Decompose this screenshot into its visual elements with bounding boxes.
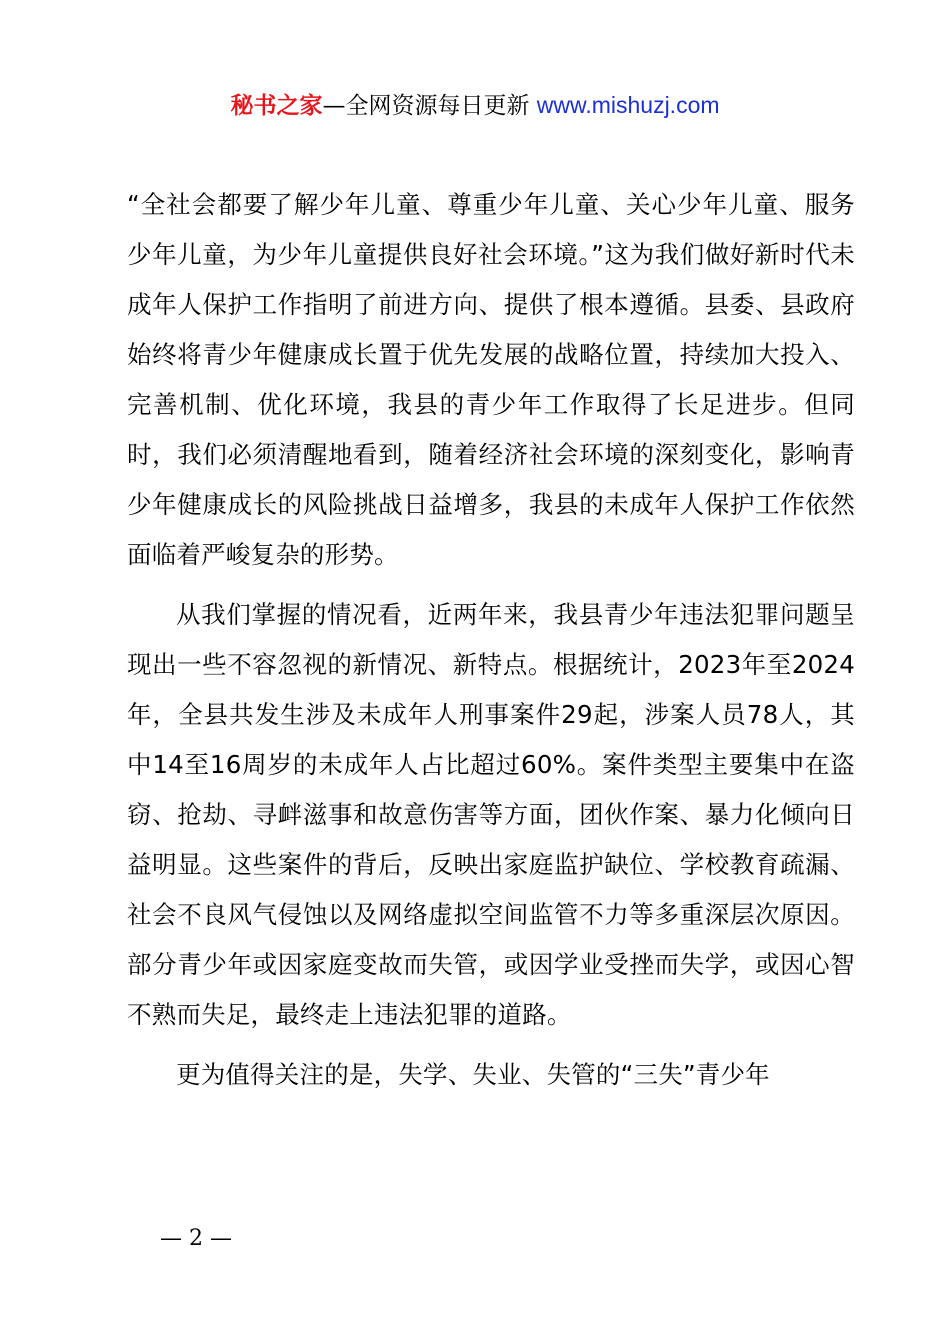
paragraph-2: 从我们掌握的情况看，近两年来，我县青少年违法犯罪问题呈现出一些不容忽视的新情况、新特点。根据统计，2023年至2024年，全县共发生涉及未成年人刑事案件29起，涉案人员78人，其中14至16周岁的未成年人占比超过60%。案件类型主要集中在盗窃、抢劫、寻衅滋事和故意伤害等方面，团伙作案、暴力化倾向日益明显。这些案件的背后，反映出家庭监护缺位、学校教育疏漏、社会不良风气侵蚀以及网络虚拟空间监管不力等多重深层次原因。部分青少年或因家庭变故而失管，或因学业受挫而失学，或因心智不熟而失足，最终走上违法犯罪的道路。 bbox=[127, 600, 855, 1029]
page-header bbox=[0, 88, 950, 123]
paragraph-3: 更为值得关注的是，失学、失业、失管的“三失”青少年 bbox=[176, 1060, 770, 1089]
document-body bbox=[127, 180, 855, 1100]
header-tagline: —全网资源每日更新 bbox=[322, 93, 537, 119]
paragraph-1: “全社会都要了解少年儿童、尊重少年儿童、关心少年儿童、服务少年儿童，为少年儿童提供良好社会环境。”这为我们做好新时代未成年人保护工作指明了前进方向、提供了根本遵循。县委、县政府始终将青少年健康成长置于优先发展的战略位置，持续加大投入、完善机制、优化环境，我县的青少年工作取得了长足进步。但同时，我们必须清醒地看到，随着经济社会环境的深刻变化，影响青少年健康成长的风险挑战日益增多，我县的未成年人保护工作依然面临着严峻复杂的形势。 bbox=[127, 190, 855, 569]
site-url-link[interactable]: www.mishuzj.com bbox=[536, 92, 720, 118]
brand-name: 秘书之家 bbox=[230, 93, 323, 119]
page-number: — 2 — bbox=[160, 1226, 232, 1251]
